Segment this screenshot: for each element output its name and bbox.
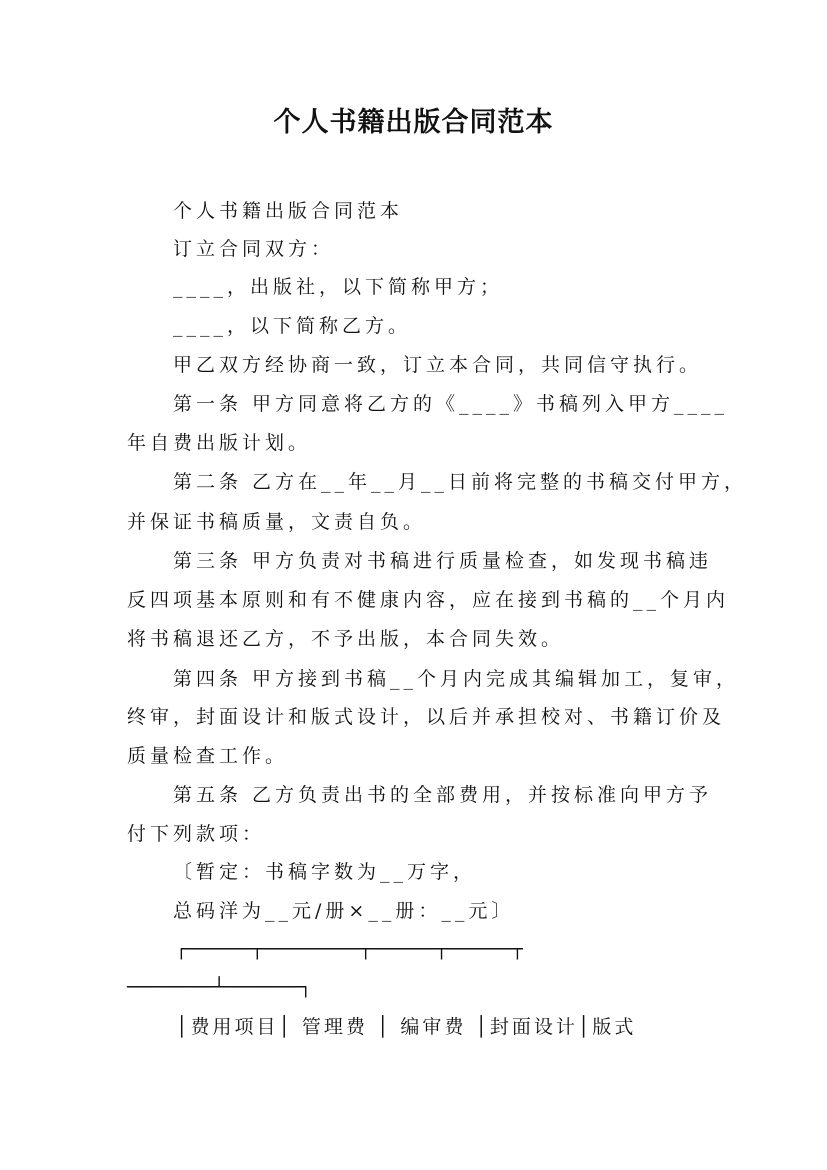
paragraph-line: 年自费出版计划。: [127, 432, 312, 454]
paragraph-line: 第二条 乙方在__年__月__日前将完整的书稿交付甲方，: [173, 471, 748, 493]
paragraph-line: 甲乙双方经协商一致，订立本合同，共同信守执行。: [173, 354, 703, 376]
paragraph-line: 终审，封面设计和版式设计，以后并承担校对、书籍订价及: [127, 706, 726, 728]
paragraph-line: 总码洋为__元/册×__册：__元〕: [173, 900, 515, 922]
table-header-row: │费用项目│ 管理费 │ 编审费 │封面设计│版式: [176, 1016, 637, 1038]
paragraph-line: 并保证书稿质量，文责自负。: [127, 511, 427, 533]
paragraph-line: 质量检查工作。: [127, 745, 289, 767]
paragraph-line: 第四条 甲方接到书稿__个月内完成其编辑加工，复审，: [173, 668, 740, 690]
paragraph-line: 第一条 甲方同意将乙方的《____》书稿列入甲方____: [173, 393, 729, 415]
paragraph-line: 将书稿退还乙方，不予出版，本合同失效。: [127, 628, 565, 650]
paragraph-line: 订立合同双方：: [173, 238, 335, 260]
paragraph-line: ____，以下简称乙方。: [173, 315, 412, 337]
paragraph-line: 第五条 乙方负责出书的全部费用，并按标准向甲方予: [173, 784, 713, 806]
paragraph-line: 反四项基本原则和有不健康内容，应在接到书稿的__个月内: [127, 589, 730, 611]
paragraph-line: 付下列款项：: [127, 823, 266, 845]
table-border-top-continued: ────────┴───────┐: [127, 977, 312, 998]
document-title: 个人书籍出版合同范本: [273, 107, 554, 138]
paragraph-line: ____，出版社，以下简称甲方；: [173, 276, 504, 298]
paragraph-line: 〔暂定：书稿字数为__万字，: [173, 861, 477, 883]
paragraph-line: 第三条 甲方负责对书稿进行质量检查，如发现书稿违: [173, 550, 713, 572]
table-border-top: ┌──────┬─────────┬──────┬──────┬: [176, 939, 523, 960]
paragraph-line: 个人书籍出版合同范本: [173, 200, 404, 222]
